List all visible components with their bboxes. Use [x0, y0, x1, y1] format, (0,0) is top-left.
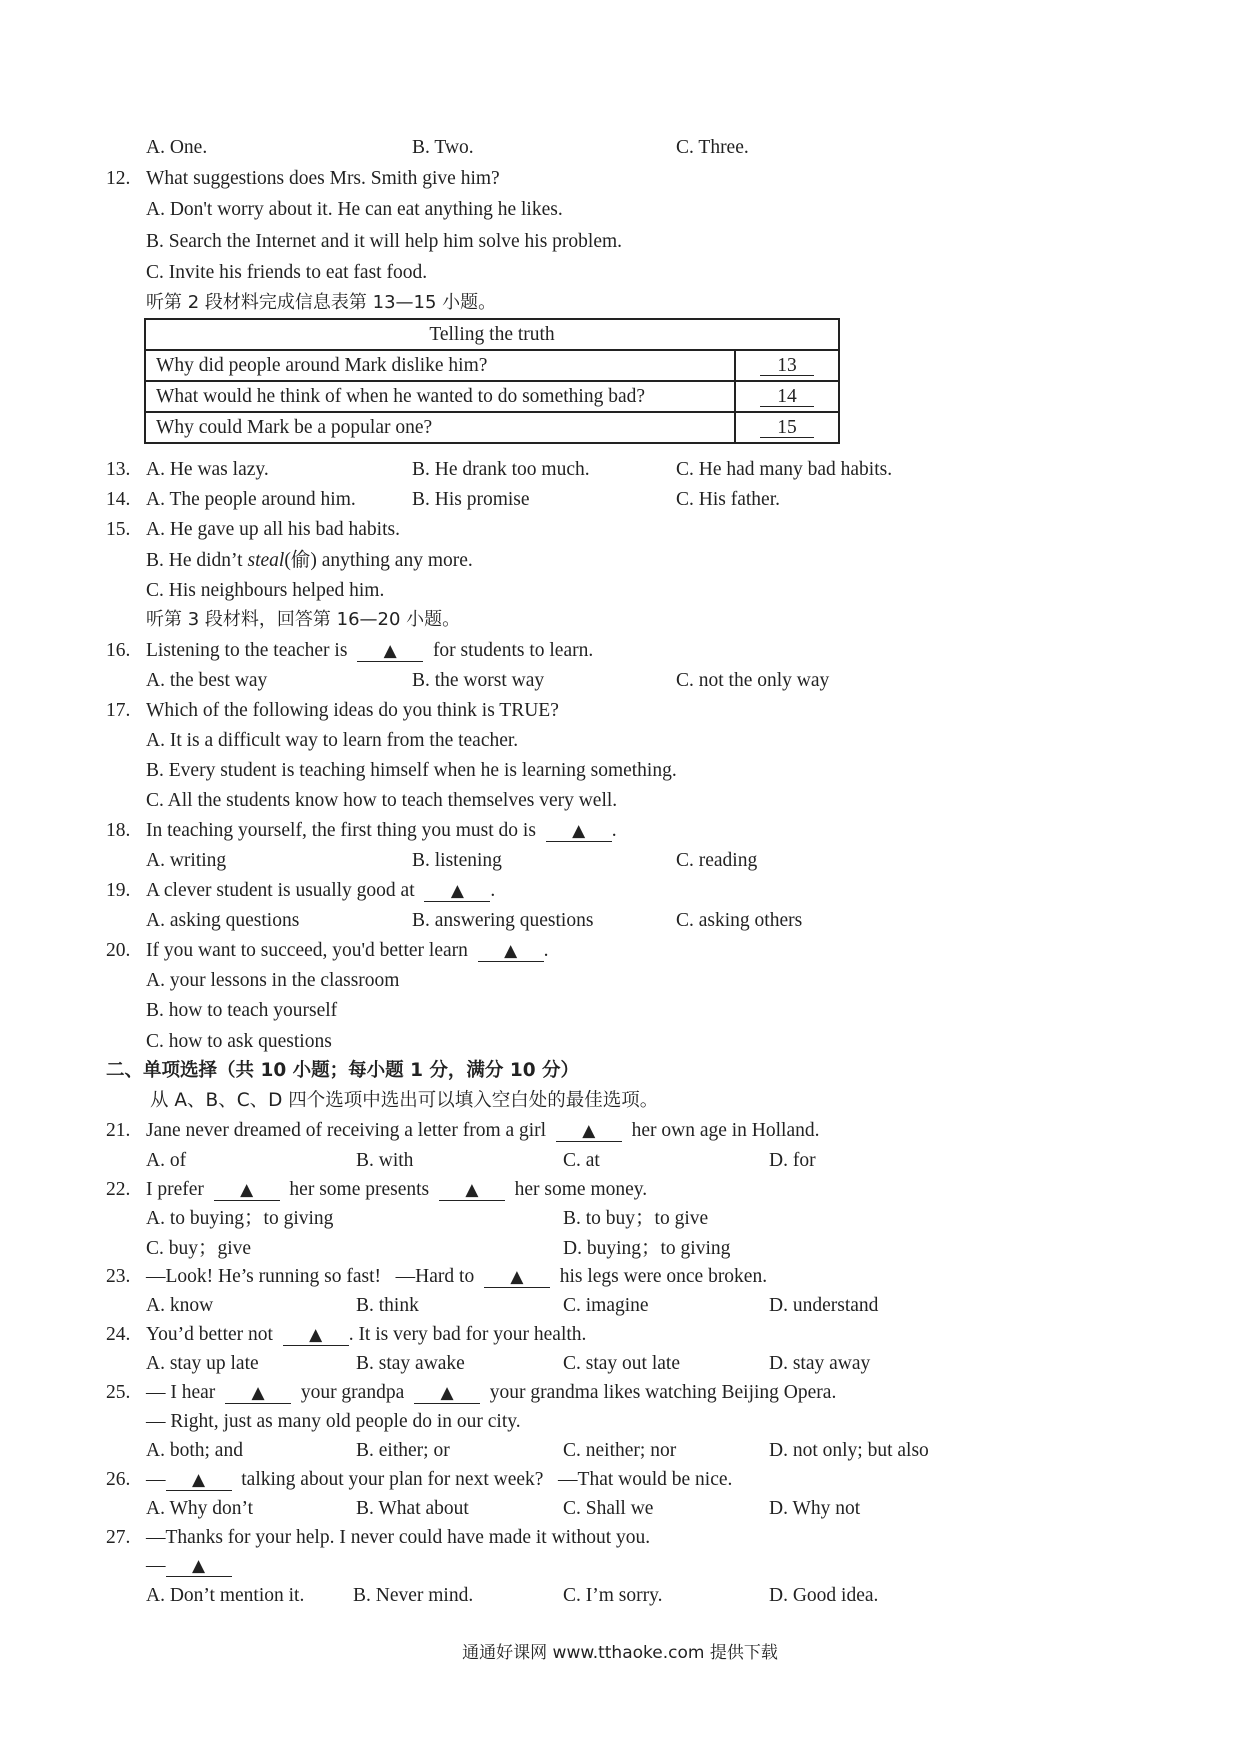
part2-instruction: 从 A、B、C、D 四个选项中选出可以填入空白处的最佳选项。 [150, 1090, 659, 1111]
q18-option-b: B. listening [412, 850, 502, 871]
q20-number: 20. [106, 940, 131, 961]
q27-option-a: A. Don’t mention it. [146, 1585, 305, 1606]
q23-option-b: B. think [356, 1295, 419, 1316]
q21-option-c: C. at [563, 1150, 600, 1171]
q23-option-c: C. imagine [563, 1295, 649, 1316]
q11-option-b: B. Two. [412, 137, 474, 158]
q21-option-d: D. for [769, 1150, 816, 1171]
answer-blank [556, 1121, 622, 1142]
q16-stem: Listening to the teacher is ▲ for students to learn. [146, 640, 594, 661]
q17-option-b: B. Every student is teaching himself when he is learning something. [146, 760, 677, 781]
q13-option-c: C. He had many bad habits. [676, 459, 893, 480]
q26-option-d: D. Why not [769, 1498, 861, 1519]
q14-option-b: B. His promise [412, 489, 530, 510]
q24-number: 24. [106, 1324, 131, 1345]
q22-option-b: B. to buy；to give [563, 1208, 709, 1229]
q23-stem: —Look! He’s running so fast! —Hard to ▲ his legs were once broken. [146, 1266, 768, 1287]
q12-number: 12. [106, 168, 131, 189]
answer-blank [357, 641, 423, 662]
answer-blank [478, 941, 544, 962]
q21-number: 21. [106, 1120, 131, 1141]
q14-option-c: C. His father. [676, 489, 780, 510]
q20-option-b: B. how to teach yourself [146, 1000, 338, 1021]
q25-option-a: A. both; and [146, 1440, 243, 1461]
q21-stem: Jane never dreamed of receiving a letter from a girl ▲ her own age in Holland. [146, 1120, 820, 1141]
q24-option-d: D. stay away [769, 1353, 871, 1374]
section3-heading: 听第 3 段材料，回答第 16—20 小题。 [146, 609, 461, 630]
q22-stem: I prefer ▲ her some presents ▲ her some money. [146, 1179, 648, 1200]
answer-blank [225, 1383, 291, 1404]
answer-blank [283, 1325, 349, 1346]
answer-blank [546, 821, 612, 842]
q27-option-c: C. I’m sorry. [563, 1585, 663, 1606]
table-answer-blank: 13 [760, 357, 814, 376]
q12-option-b: B. Search the Internet and it will help him solve his problem. [146, 231, 623, 252]
q27-reply: — ▲ [146, 1555, 232, 1577]
info-table-caption: Telling the truth [145, 319, 839, 350]
triangle-icon: ▲ [450, 881, 464, 901]
triangle-icon: ▲ [440, 1383, 454, 1403]
answer-blank [166, 1556, 232, 1577]
answer-blank [414, 1383, 480, 1404]
q18-stem: In teaching yourself, the first thing you must do is ▲ . [146, 820, 617, 841]
answer-blank [166, 1470, 232, 1491]
q13-option-a: A. He was lazy. [146, 459, 269, 480]
q19-number: 19. [106, 880, 131, 901]
answer-blank [484, 1267, 550, 1288]
q20-option-c: C. how to ask questions [146, 1031, 332, 1052]
q15-option-a: A. He gave up all his bad habits. [146, 519, 400, 540]
table-row [145, 350, 839, 381]
q11-option-a: A. One. [146, 137, 208, 158]
q13-option-b: B. He drank too much. [412, 459, 590, 480]
q25-number: 25. [106, 1382, 131, 1403]
q15-option-c: C. His neighbours helped him. [146, 580, 385, 601]
q25-reply: — Right, just as many old people do in our city. [146, 1411, 521, 1432]
q26-number: 26. [106, 1469, 131, 1490]
table-row [145, 412, 839, 443]
table-answer-blank: 15 [760, 419, 814, 438]
q17-number: 17. [106, 700, 131, 721]
info-table [144, 318, 840, 444]
triangle-icon: ▲ [251, 1383, 265, 1403]
answer-blank [424, 881, 490, 902]
q27-option-d: D. Good idea. [769, 1585, 879, 1606]
q21-option-b: B. with [356, 1150, 414, 1171]
q22-number: 22. [106, 1179, 131, 1200]
q20-stem: If you want to succeed, you'd better learn ▲ . [146, 940, 549, 961]
q24-option-b: B. stay awake [356, 1353, 465, 1374]
q11-option-c: C. Three. [676, 137, 749, 158]
triangle-icon: ▲ [504, 941, 518, 961]
q23-option-a: A. know [146, 1295, 214, 1316]
q23-option-d: D. understand [769, 1295, 879, 1316]
q15-number: 15. [106, 519, 131, 540]
q27-option-b: B. Never mind. [353, 1585, 474, 1606]
q20-option-a: A. your lessons in the classroom [146, 970, 400, 991]
q19-option-b: B. answering questions [412, 910, 594, 931]
q26-stem: — ▲ talking about your plan for next week? —That would be nice. [146, 1469, 733, 1490]
q22-option-d: D. buying；to giving [563, 1238, 731, 1259]
q25-option-b: B. either; or [356, 1440, 450, 1461]
q25-option-c: C. neither; nor [563, 1440, 677, 1461]
q26-option-b: B. What about [356, 1498, 469, 1519]
triangle-icon: ▲ [465, 1180, 479, 1200]
q22-option-a: A. to buying；to giving [146, 1208, 334, 1229]
q17-stem: Which of the following ideas do you think is TRUE? [146, 700, 559, 721]
table-row [145, 381, 839, 412]
q16-option-a: A. the best way [146, 670, 268, 691]
q16-option-b: B. the worst way [412, 670, 545, 691]
q14-number: 14. [106, 489, 131, 510]
table-answer-blank: 14 [760, 388, 814, 407]
q15-option-b: B. He didn’t steal(偷) anything any more. [146, 550, 473, 571]
table-question: Why did people around Mark dislike him? [145, 350, 735, 381]
triangle-icon: ▲ [191, 1556, 206, 1576]
q12-stem: What suggestions does Mrs. Smith give him? [146, 168, 500, 189]
q24-stem: You’d better not ▲ . It is very bad for your health. [146, 1324, 587, 1345]
q13-number: 13. [106, 459, 131, 480]
q16-option-c: C. not the only way [676, 670, 830, 691]
section2-heading: 听第 2 段材料完成信息表第 13—15 小题。 [146, 292, 497, 313]
q22-option-c: C. buy；give [146, 1238, 252, 1259]
q16-number: 16. [106, 640, 131, 661]
table-question: What would he think of when he wanted to do something bad? [145, 381, 735, 412]
q19-option-a: A. asking questions [146, 910, 300, 931]
triangle-icon: ▲ [191, 1470, 206, 1490]
triangle-icon: ▲ [240, 1180, 254, 1200]
q15-italic-word: steal [247, 550, 285, 571]
q26-option-c: C. Shall we [563, 1498, 654, 1519]
table-question: Why could Mark be a popular one? [145, 412, 735, 443]
q18-number: 18. [106, 820, 131, 841]
q17-option-a: A. It is a difficult way to learn from the teacher. [146, 730, 519, 751]
triangle-icon: ▲ [383, 641, 397, 661]
q26-option-a: A. Why don’t [146, 1498, 254, 1519]
q24-option-a: A. stay up late [146, 1353, 259, 1374]
q14-option-a: A. The people around him. [146, 489, 356, 510]
q12-option-c: C. Invite his friends to eat fast food. [146, 262, 428, 283]
q27-stem: —Thanks for your help. I never could have made it without you. [146, 1527, 651, 1548]
triangle-icon: ▲ [309, 1325, 323, 1345]
triangle-icon: ▲ [510, 1267, 524, 1287]
q25-stem: — I hear ▲ your grandpa ▲ your grandma likes watching Beijing Opera. [146, 1382, 837, 1403]
q23-number: 23. [106, 1266, 131, 1287]
q27-number: 27. [106, 1527, 131, 1548]
q12-option-a: A. Don't worry about it. He can eat anything he likes. [146, 199, 563, 220]
q25-option-d: D. not only; but also [769, 1440, 929, 1461]
answer-blank [214, 1180, 280, 1201]
q24-option-c: C. stay out late [563, 1353, 680, 1374]
triangle-icon: ▲ [582, 1121, 596, 1141]
q19-option-c: C. asking others [676, 910, 803, 931]
part2-title: 二、单项选择（共 10 小题；每小题 1 分，满分 10 分） [106, 1060, 580, 1081]
answer-blank [439, 1180, 505, 1201]
q18-option-a: A. writing [146, 850, 227, 871]
q19-stem: A clever student is usually good at ▲ . [146, 880, 496, 901]
page-footer: 通通好课网 www.tthaoke.com 提供下载 [462, 1643, 778, 1663]
q21-option-a: A. of [146, 1150, 187, 1171]
q18-option-c: C. reading [676, 850, 758, 871]
q17-option-c: C. All the students know how to teach themselves very well. [146, 790, 618, 811]
triangle-icon: ▲ [572, 821, 586, 841]
